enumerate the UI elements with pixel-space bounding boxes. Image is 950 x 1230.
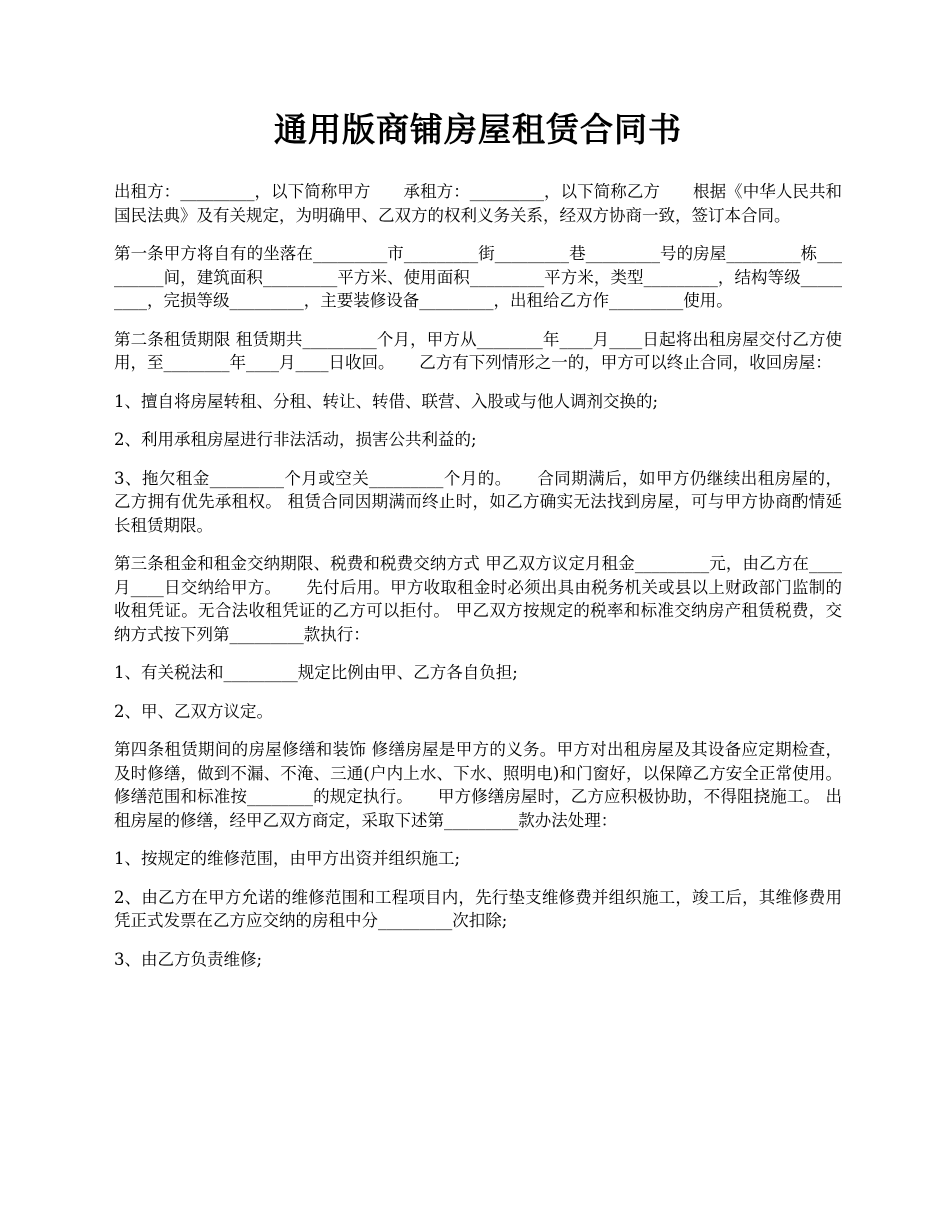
article-3-paragraph: 第三条租金和租金交纳期限、税费和税费交纳方式 甲乙双方议定月租金_________元，由乙方在____月____日交纳给甲方。 先付后用。甲方收取租金时必须出具由税务机关或县以上财政部门监制的收租凭证。无合法收租凭证的乙方可以拒付。 甲乙双方按规定的税率和标准交纳房产租赁税费，交纳方式按下列第_________款执行： [114,554,842,644]
repair-item-2: 2、由乙方在甲方允诺的维修范围和工程项目内，先行垫支维修费并组织施工，竣工后，其维修费用凭正式发票在乙方应交纳的房租中分_________次扣除; [114,887,842,930]
article-1-paragraph: 第一条甲方将自有的坐落在_________市_________街_________巷_________号的房屋_________栋_________间，建筑面积_________平方米、使用面积_________平方米，类型_________，结构等级_________，完损等级_________，主要装修设备_________，出租给乙方作_________使用。 [114,244,842,310]
article-4-paragraph: 第四条租赁期间的房屋修缮和装饰 修缮房屋是甲方的义务。甲方对出租房屋及其设备应定期检查，及时修缮，做到不漏、不淹、三通(户内上水、下水、照明电)和门窗好，以保障乙方安全正常使用。 修缮范围和标准按________的规定执行。 甲方修缮房屋时，乙方应积极协助，不得阻挠施工。 出租房屋的修缮，经甲乙双方商定，采取下述第_________款办法处理： [114,740,848,830]
tax-item-1: 1、有关税法和_________规定比例由甲、乙方各自负担; [114,663,518,682]
document-title: 通用版商铺房屋租赁合同书 [274,110,682,149]
tax-item-2: 2、甲、乙双方议定。 [114,701,273,721]
parties-paragraph: 出租方：_________，以下简称甲方 承租方：_________，以下简称乙方 根据《中华人民共和国民法典》及有关规定，为明确甲、乙双方的权利义务关系，经双方协商一致，签订本合同。 [114,182,842,225]
repair-item-1: 1、按规定的维修范围，由甲方出资并组织施工; [114,849,461,868]
document-page [114,108,848,986]
termination-item-2: 2、利用承租房屋进行非法活动，损害公共利益的; [114,430,477,449]
repair-item-3: 3、由乙方负责维修; [114,949,263,969]
article-2-paragraph: 第二条租赁期限 租赁期共_________个月，甲方从________年____月____日起将出租房屋交付乙方使用，至________年____月____日收回。 乙方有下列情形之一的，甲方可以终止合同，收回房屋： [114,329,842,372]
termination-item-3: 3、拖欠租金_________个月或空关_________个月的。 合同期满后，如甲方仍继续出租房屋的，乙方拥有优先承租权。 租赁合同因期满而终止时，如乙方确实无法找到房屋，可与甲方协商酌情延长租赁期限。 [114,468,842,535]
termination-item-1: 1、擅自将房屋转租、分租、转让、转借、联营、入股或与他人调剂交换的; [114,391,659,411]
